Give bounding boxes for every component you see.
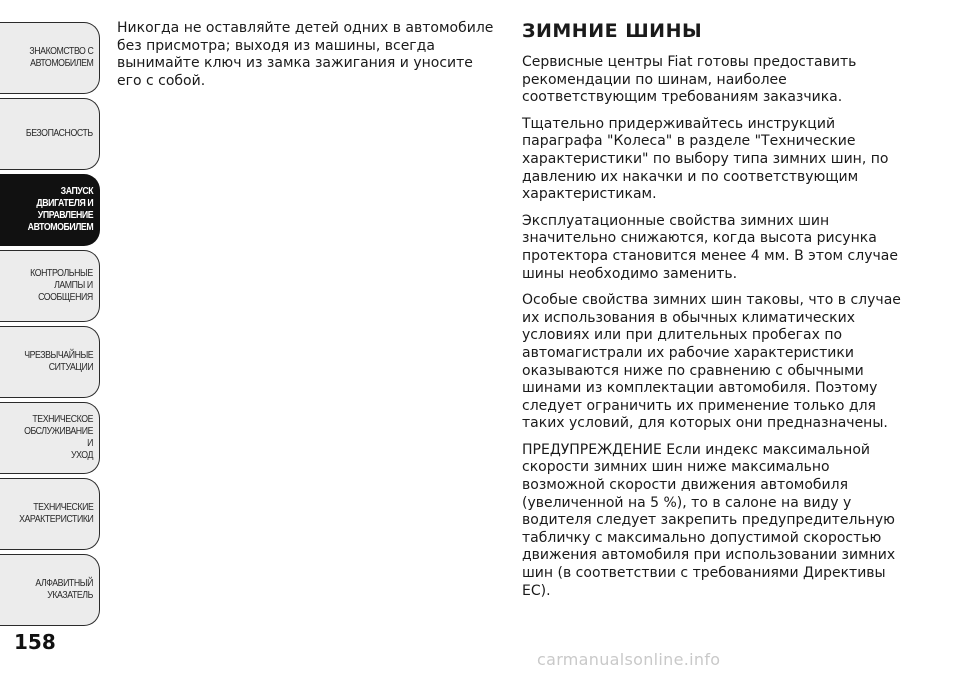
section-title: ЗИМНИЕ ШИНЫ xyxy=(522,20,703,42)
tab-label: АЛФАВИТНЫЙ УКАЗАТЕЛЬ xyxy=(35,578,93,601)
tab-label: ЧРЕЗВЫЧАЙНЫЕ СИТУАЦИИ xyxy=(24,350,93,373)
tab-label: ТЕХНИЧЕСКОЕ ОБСЛУЖИВАНИЕ И УХОД xyxy=(24,414,93,461)
warning-paragraph: ПРЕДУПРЕЖДЕНИЕ Если индекс максимальной скорости зимних шин ниже максимально возможной скорости движения автомобиля (увеличенной на 5 %), то в салоне на виду у водителя следует закрепить предупредительную табличку с максимально допустимой скоростью движения автомобиля при использовании зимних шин (в соответствии с требованиями Директивы ЕС). xyxy=(522,441,896,599)
tab-index[interactable] xyxy=(0,554,100,626)
tab-maintenance[interactable] xyxy=(0,402,100,474)
tab-label: КОНТРОЛЬНЫЕ ЛАМПЫ И СООБЩЕНИЯ xyxy=(30,268,93,303)
child-safety-paragraph: Никогда не оставляйте детей одних в автомобиле без присмотра; выходя из машины, всегда вынимайте ключ из замка зажигания и уносите его с собой. xyxy=(117,20,494,89)
tab-emergency[interactable] xyxy=(0,326,100,398)
tab-label: ЗАПУСК ДВИГАТЕЛЯ И УПРАВЛЕНИЕ АВТОМОБИЛЕМ xyxy=(27,186,93,233)
page-number: 158 xyxy=(14,630,56,654)
right-column xyxy=(522,20,914,609)
tab-starting-driving[interactable] xyxy=(0,174,100,246)
tab-safety[interactable] xyxy=(0,98,100,170)
tab-label: БЕЗОПАСНОСТЬ xyxy=(26,128,93,139)
left-column xyxy=(117,20,501,99)
paragraph: Сервисные центры Fiat готовы предоставить рекомендации по шинам, наиболее соответствующим требованиям заказчика. xyxy=(522,54,857,106)
tab-label: ТЕХНИЧЕСКИЕ ХАРАКТЕРИСТИКИ xyxy=(18,502,93,525)
tab-technical-specs[interactable] xyxy=(0,478,100,550)
tab-label: ЗНАКОМСТВО С АВТОМОБИЛЕМ xyxy=(29,46,94,69)
tab-intro[interactable] xyxy=(0,22,100,94)
tab-warning-lights[interactable] xyxy=(0,250,100,322)
paragraph: Тщательно придерживайтесь инструкций параграфа "Колеса" в разделе "Технические характеристики" по выбору типа зимних шин, по давлению их накачки и по соответствующим характеристикам. xyxy=(522,115,889,203)
watermark: carmanualsonline.info xyxy=(537,650,721,669)
paragraph: Особые свойства зимних шин таковы, что в случае их использования в обычных климатических условиях или при длительных пробегах по автомагистрали их рабочие характеристики оказываются ниже по сравнению с обычными шинами из комплектации автомобиля. Поэтому следует ограничить их применение только для таких условий, для которых они предназначены. xyxy=(522,292,901,432)
chapter-tabs xyxy=(0,22,102,630)
paragraph: Эксплуатационные свойства зимних шин значительно снижаются, когда высота рисунка протектора становится менее 4 мм. В этом случае шины необходимо заменить. xyxy=(522,212,898,282)
